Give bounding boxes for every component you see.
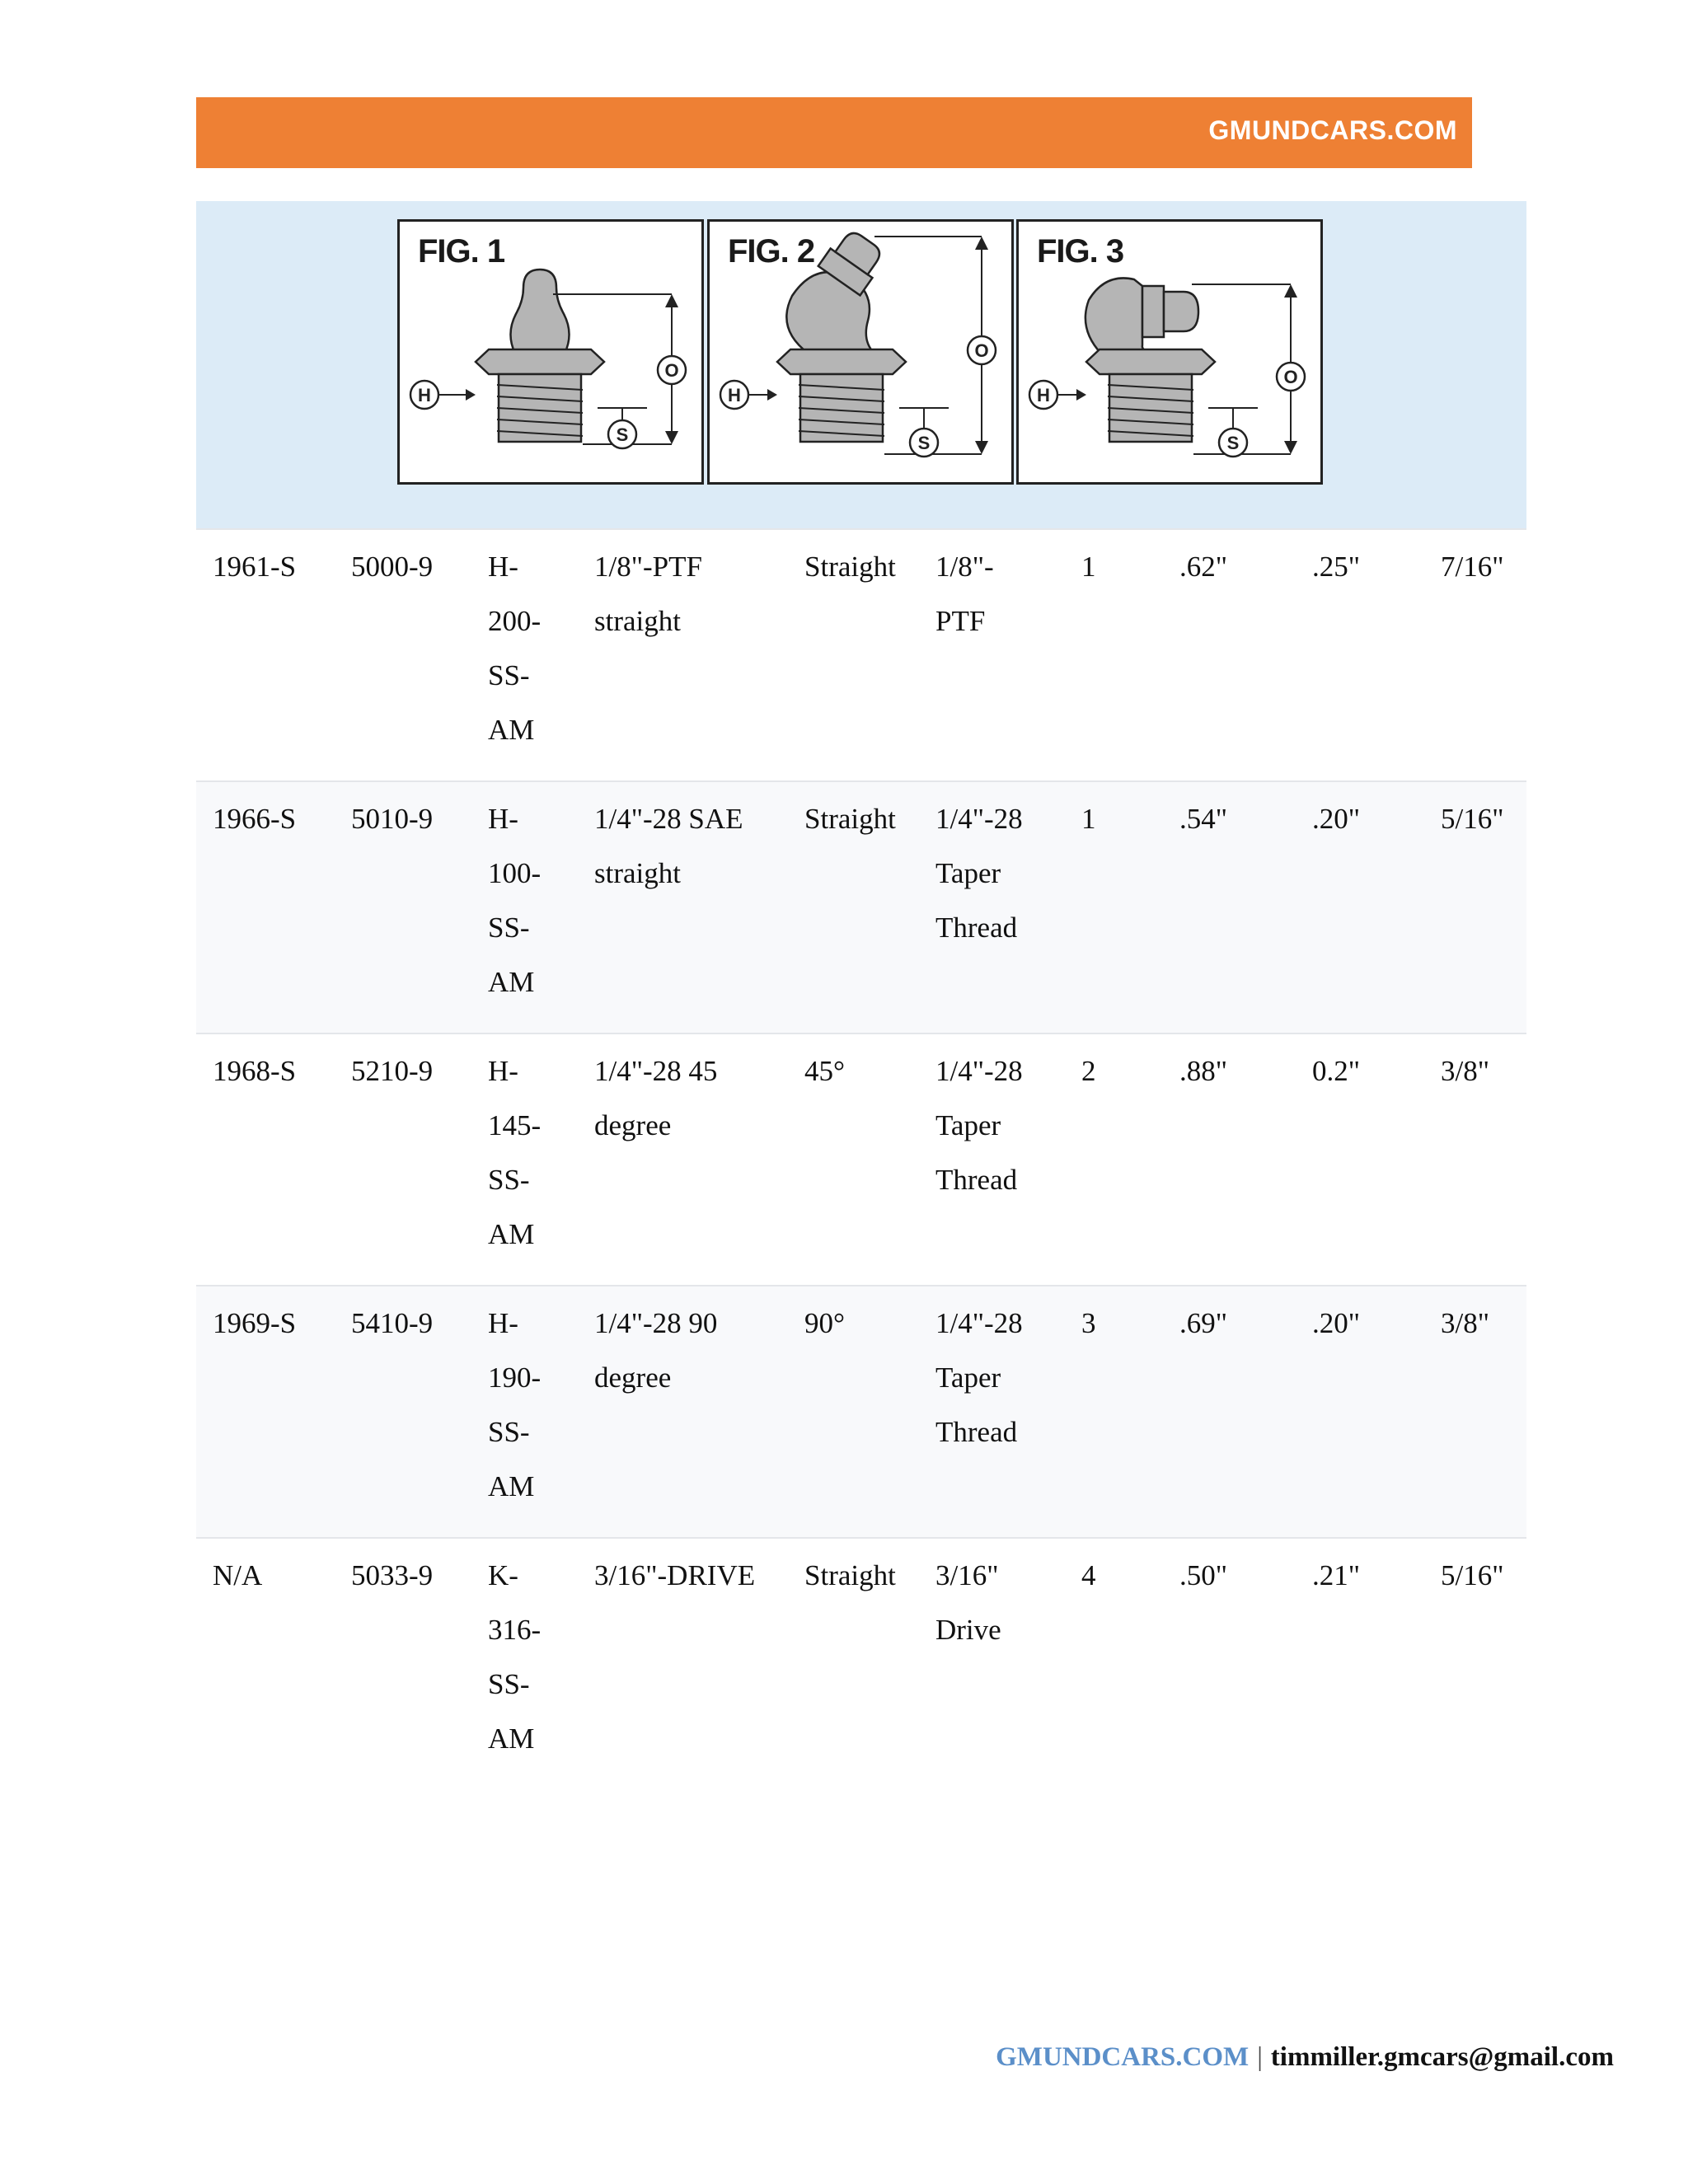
callout-h: H <box>1037 385 1050 405</box>
cell-angle: Straight <box>804 1559 896 1591</box>
figure-1-panel <box>397 219 704 485</box>
callout-o: O <box>664 360 679 381</box>
cell-description: 1/4"-28 90 degree <box>594 1307 718 1394</box>
cell-thread: 3/16" Drive <box>935 1559 1001 1646</box>
table-row <box>196 780 1526 1033</box>
cell-angle: Straight <box>804 803 896 835</box>
cell-dim-h: 5/16" <box>1441 803 1504 835</box>
page-footer <box>996 2042 1614 2073</box>
cell-figure: 1 <box>1081 803 1096 835</box>
cell-model: H- 200- SS- AM <box>488 551 542 746</box>
fitting-side-hex <box>1142 286 1164 337</box>
cell-description: 1/4"-28 45 degree <box>594 1055 718 1141</box>
cell-dim-o: .62" <box>1179 551 1228 583</box>
table-row <box>196 1285 1526 1537</box>
cell-model: H- 145- SS- AM <box>488 1055 542 1250</box>
cell-figure: 4 <box>1081 1559 1096 1591</box>
cell-dim-h: 3/8" <box>1441 1307 1490 1339</box>
fitting-head <box>510 269 569 354</box>
footer-email[interactable]: timmiller.gmcars@gmail.com <box>1270 2042 1614 2072</box>
callout-o: O <box>974 340 989 361</box>
cell-dim-o: .50" <box>1179 1559 1228 1591</box>
cell-model: H- 100- SS- AM <box>488 803 542 998</box>
figure-3-label: FIG. 3 <box>1037 233 1124 269</box>
table-row <box>196 1033 1526 1285</box>
cell-dim-h: 3/8" <box>1441 1055 1490 1087</box>
cell-dim-s: .21" <box>1312 1559 1361 1591</box>
cell-dim-s: .25" <box>1312 551 1361 583</box>
header-site-name: GMUNDCARS.COM <box>1208 115 1457 145</box>
figure-3-panel <box>1016 219 1323 485</box>
cell-dim-o: .54" <box>1179 803 1228 835</box>
cell-description: 1/8"-PTF straight <box>594 551 702 637</box>
callout-s: S <box>616 424 629 445</box>
cell-model: K- 316- SS- AM <box>488 1559 542 1755</box>
cell-figure: 1 <box>1081 551 1096 583</box>
fitting-hex <box>476 349 604 374</box>
cell-thread: 1/4"-28 Taper Thread <box>935 1307 1023 1448</box>
cell-part-number: 5210-9 <box>351 1055 434 1087</box>
figure-2-label: FIG. 2 <box>728 233 815 269</box>
callout-s: S <box>917 433 931 453</box>
cell-dim-o: .69" <box>1179 1307 1228 1339</box>
table-row <box>196 528 1526 780</box>
cell-zerk-number: 1969-S <box>213 1307 297 1339</box>
cell-zerk-number: N/A <box>213 1559 263 1591</box>
header-bar <box>196 97 1472 168</box>
fitting-side-tip <box>1164 292 1198 331</box>
spec-table <box>196 528 1526 1789</box>
cell-dim-s: 0.2" <box>1312 1055 1361 1087</box>
callout-h: H <box>728 385 741 405</box>
callout-h: H <box>418 385 431 405</box>
cell-dim-h: 5/16" <box>1441 1559 1504 1591</box>
cell-dim-o: .88" <box>1179 1055 1228 1087</box>
cell-angle: 45° <box>804 1055 845 1087</box>
cell-zerk-number: 1966-S <box>213 803 297 835</box>
footer-separator: | <box>1257 2042 1263 2072</box>
cell-dim-s: .20" <box>1312 803 1361 835</box>
cell-thread: 1/4"-28 Taper Thread <box>935 803 1023 944</box>
callout-s: S <box>1226 433 1240 453</box>
cell-angle: Straight <box>804 551 896 583</box>
cell-figure: 2 <box>1081 1055 1096 1087</box>
fitting-hex <box>1086 349 1215 374</box>
cell-thread: 1/8"- PTF <box>935 551 994 637</box>
cell-dim-h: 7/16" <box>1441 551 1504 583</box>
fitting-hex <box>777 349 906 374</box>
cell-zerk-number: 1968-S <box>213 1055 297 1087</box>
cell-thread: 1/4"-28 Taper Thread <box>935 1055 1023 1196</box>
cell-part-number: 5010-9 <box>351 803 434 835</box>
footer-site-link[interactable]: GMUNDCARS.COM <box>996 2042 1250 2072</box>
cell-description: 1/4"-28 SAE straight <box>594 803 743 889</box>
cell-zerk-number: 1961-S <box>213 551 297 583</box>
cell-part-number: 5000-9 <box>351 551 434 583</box>
table-row <box>196 1537 1526 1789</box>
cell-part-number: 5033-9 <box>351 1559 434 1591</box>
callout-o: O <box>1283 367 1298 387</box>
cell-part-number: 5410-9 <box>351 1307 434 1339</box>
figure-1-label: FIG. 1 <box>418 233 505 269</box>
cell-model: H- 190- SS- AM <box>488 1307 542 1502</box>
figure-2-panel <box>707 219 1014 485</box>
cell-figure: 3 <box>1081 1307 1096 1339</box>
cell-angle: 90° <box>804 1307 845 1339</box>
cell-dim-s: .20" <box>1312 1307 1361 1339</box>
cell-description: 3/16"-DRIVE <box>594 1559 756 1591</box>
